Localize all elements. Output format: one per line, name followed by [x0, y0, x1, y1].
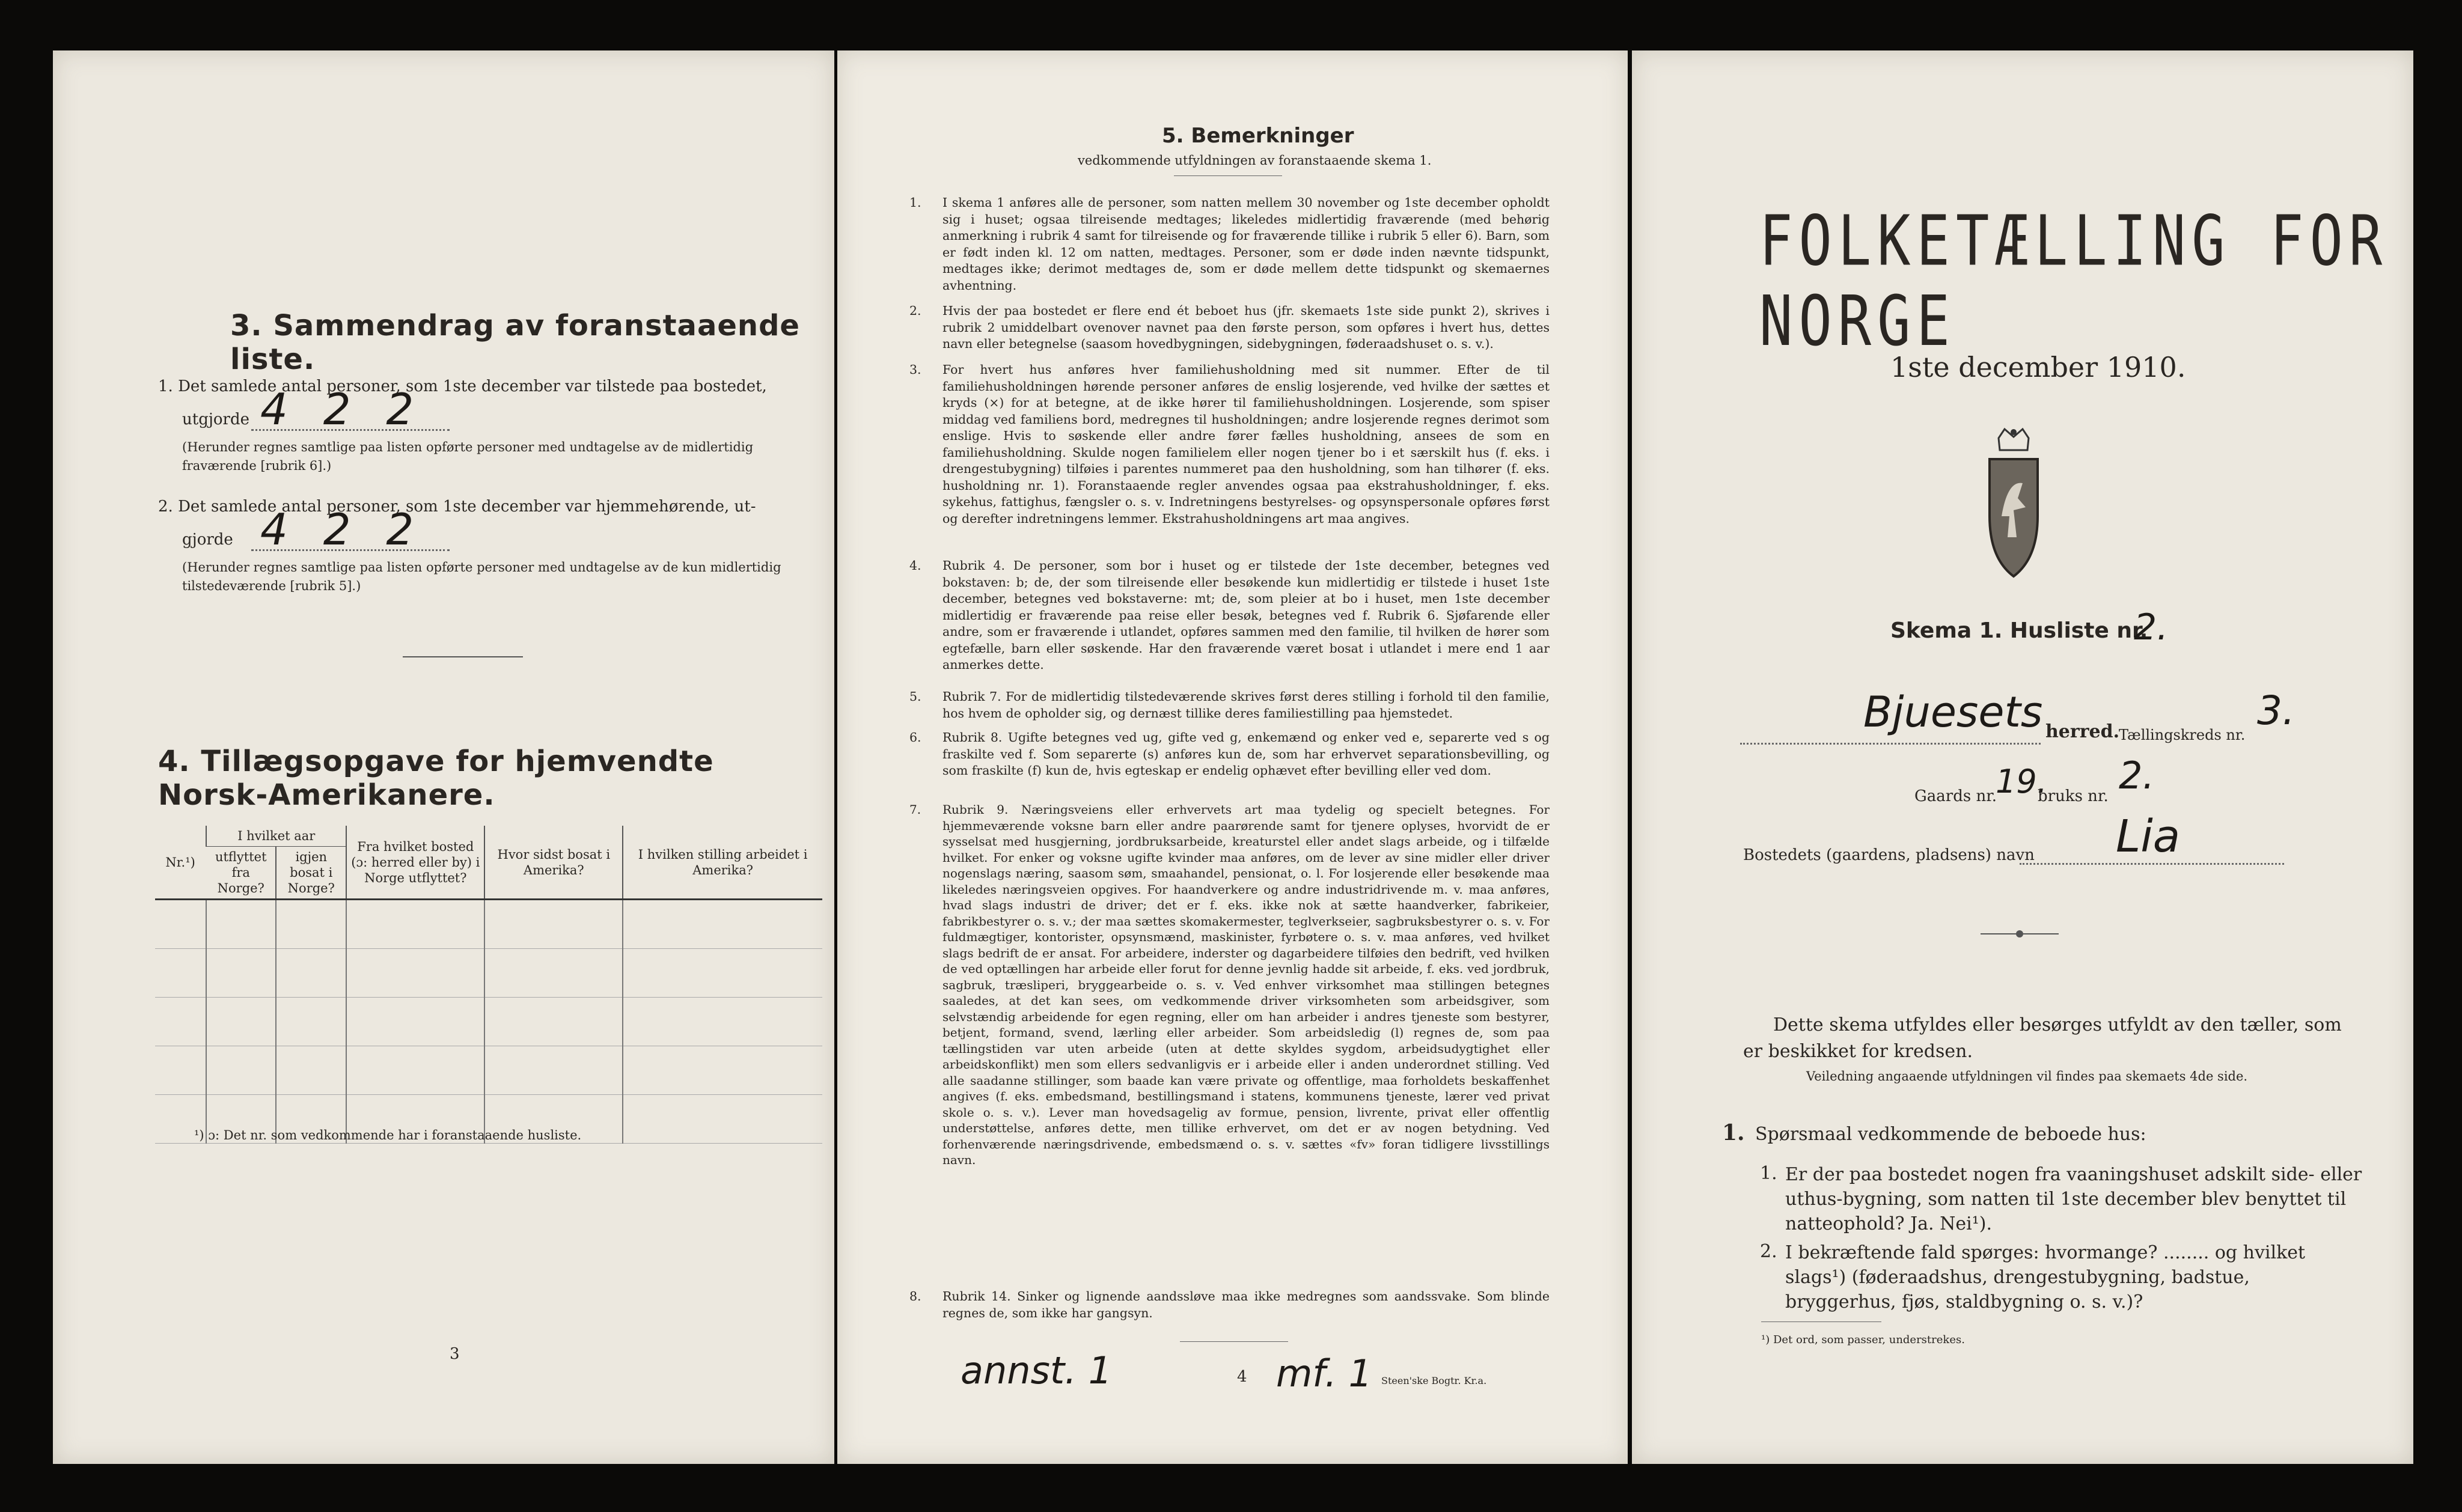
section-3-heading: 3. Sammendrag av foranstaaende liste.	[230, 309, 800, 376]
table-row	[155, 949, 822, 998]
question-2-number: 2.	[1760, 1241, 1777, 1262]
printer-mark: Steen'ske Bogtr. Kr.a.	[1381, 1375, 1487, 1386]
remark-1: 1. I skema 1 anføres alle de personer, som natten mellem 30 november og 1ste december opholdt sig i huset; ogsaa tilreisende medtages; likeledes midlertidig fraværende (med behørig anmerkning i rubrik 4 samt for tilreisende og for fraværende tillike i rubrik 5 eller 6). Barn, som er født inden kl. 12 om natten, medtages. Personer, som er døde inden nævnte tidspunkt, medtages ikke; derimot medtages de, som er døde mellem dette tidspunkt og skemaernes avhentning.	[909, 195, 1550, 293]
ornament-divider-icon	[1981, 925, 2059, 943]
skema-label: Skema 1. Husliste nr.	[1890, 618, 2148, 643]
intro-text: Dette skema utfyldes eller besørges utfyldt av den tæller, som er beskikket for kredsen.	[1743, 1014, 2342, 1062]
col-occupation-america: I hvilken stilling arbeidet i Amerika?	[623, 826, 822, 900]
col-returned: igjen bosat i Norge?	[276, 847, 346, 900]
divider	[1174, 175, 1282, 176]
norwegian-american-table	[155, 826, 822, 1144]
summary-item-2-label: gjorde	[182, 531, 233, 549]
remark-3: 3. For hvert hus anføres hver familiehusholdning med sit nummer. Efter de til familiehusholdningen hørende personer anføres de enslig losjerende, ved hvilke der sættes et kryds (×) for at betegne, at de ikke hører til familiehusholdningen. Losjerende, som spiser middag ved familiens bord, medregnes til husholdningen; andre losjerende regnes derimot som enslige. Hvis to søskende eller andre fører fælles husholdning, ansees de som en familiehusholdning. Skulde nogen familielem eller nogen tjener bo i et særskilt hus (f. eks. i drengestubygning) tilføies i parentes nummeret paa den husholdning, som han tilhører (f. eks. husholdning nr. 1). Foranstaaende regler anvendes ogsaa paa ekstrahusholdninger, f. eks. sykehus, fattighus, fængsler o. s. v. Indretningens bestyrelses- og opsynspersonale opføres først og derefter indretningens lemmer. Ekstrahusholdningens art maa angives.	[909, 362, 1550, 526]
summary-item-2-note: (Herunder regnes samtlige paa listen opførte personer med undtagelse av de kun midlertidig tilstedeværende [rubrik 5].)	[182, 560, 781, 593]
husliste-number: 2.	[2134, 606, 2169, 648]
coat-of-arms-icon	[1981, 426, 2047, 582]
summary-item-1-label: utgjorde	[182, 410, 250, 428]
col-group-year: I hvilket aar	[206, 826, 346, 847]
remarks-heading: 5. Bemerkninger	[1162, 124, 1354, 148]
remark-4: 4. Rubrik 4. De personer, som bor i huset og er tilstede der 1ste december, betegnes ved bokstaven: b; de, der som tilreisende eller besøkende kun midlertidig er tilstede i huset 1ste december, betegnes ved bokstaverne: mt; de, som pleier at bo i huset, men 1ste december midlertidig er fraværende paa reise eller besøk, betegnes ved f. Rubrik 6. Sjøfarende eller andre, som er fraværende i utlandet, opføres sammen med den familie, til hvilken de hører som egtefælle, barn eller søskende. Har den fraværende været bosat i utlandet i mere end 1 aar anmerkes dette.	[909, 558, 1550, 672]
kreds-label: Tællingskreds nr.	[2119, 727, 2246, 743]
remark-5: 5. Rubrik 7. For de midlertidig tilstedeværende skrives først deres stilling i forhold til den familie, hos hvem de opholder sig, og dernæst tillike deres familiestilling paa hjemstedet.	[909, 689, 1550, 721]
kreds-value: 3.	[2257, 687, 2295, 734]
question-2: I bekræftende fald spørges: hvormange? ........ og hvilket slags¹) (føderaadshus, drengestubygning, badstue, bryggerhus, fjøs, staldbygning o. s. v.)?	[1785, 1242, 2306, 1312]
divider	[1761, 1321, 1881, 1322]
section-4-heading: 4. Tillægsopgave for hjemvendte Norsk-Amerikanere.	[158, 745, 714, 812]
summary-item-2-text: 2. Det samlede antal personer, som 1ste december var hjemmehørende, ut-	[158, 498, 756, 516]
questions-heading-number: 1.	[1722, 1120, 1745, 1145]
table-row	[155, 900, 822, 949]
summary-item-1-line	[251, 429, 450, 431]
page-3	[53, 50, 834, 1464]
census-date: 1ste december 1910.	[1890, 351, 2186, 383]
handwritten-note-left: annst. 1	[961, 1349, 1113, 1392]
bruks-value: 2.	[2119, 754, 2155, 797]
right-footnote: ¹) Det ord, som passer, understrekes.	[1761, 1334, 1965, 1346]
herred-line	[1740, 743, 2041, 745]
remarks-subheading: vedkommende utfyldningen av foranstaaende skema 1.	[1078, 153, 1432, 168]
remark-6: 6. Rubrik 8. Ugifte betegnes ved ug, gifte ved g, enkemænd og enker ved e, separerte ved s og fraskilte ved f. Som separerte (s) anføres kun de, som har erhvervet separationsbevilling, og som fraskilte (f) kun de, hvis egteskap er endelig ophævet efter bevilling eller ved dom.	[909, 730, 1550, 778]
summary-item-1-note: (Herunder regnes samtlige paa listen opførte personer med undtagelse av de midlertidig fraværende [rubrik 6].)	[182, 440, 754, 473]
remark-2: 2. Hvis der paa bostedet er flere end ét beboet hus (jfr. skemaets 1ste side punkt 2), skrives i rubrik 2 umiddelbart ovenover navnet paa den første person, som opføres i hvert hus, dettes navn eller betegnelse (saasom hovedbygningen, sidebygningen, føderaadshuset o. s. v.).	[909, 303, 1550, 351]
table-row	[155, 1046, 822, 1095]
herred-label: herred.	[2045, 721, 2120, 742]
question-1: Er der paa bostedet nogen fra vaaningshuset adskilt side- eller uthus-bygning, som natten til 1ste december blev benyttet til natteophold? Ja. Nei¹).	[1785, 1164, 2362, 1234]
page-number: 3	[450, 1345, 460, 1363]
divider	[403, 656, 523, 657]
bosted-value: Lia	[2116, 811, 2181, 862]
page-1	[1632, 50, 2413, 1464]
summary-item-2-value: 4 2 2	[260, 504, 425, 555]
page-number: 4	[1237, 1368, 1247, 1386]
questions-heading: Spørsmaal vedkommende de beboede hus:	[1755, 1124, 2146, 1145]
col-from-place: Fra hvilket bosted (ɔ: herred eller by) i Norge utflyttet?	[346, 826, 484, 900]
summary-item-1-text: 1. Det samlede antal personer, som 1ste december var tilstede paa bostedet,	[158, 377, 767, 395]
summary-item-1-value: 4 2 2	[260, 384, 425, 434]
remark-8: 8. Rubrik 14. Sinker og lignende aandssløve maa ikke medregnes som aandssvake. Som blinde regnes de, som ikke har gangsyn.	[909, 1289, 1550, 1320]
bosted-label: Bostedets (gaardens, pladsens) navn	[1743, 846, 2035, 864]
divider	[1180, 1341, 1288, 1342]
table-footnote: ¹) ɔ: Det nr. som vedkommende har i foranstaaende husliste.	[194, 1128, 582, 1142]
gaards-value: 19.	[1996, 763, 2047, 800]
col-last-america: Hvor sidst bosat i Amerika?	[484, 826, 623, 900]
intro-note: Veiledning angaaende utfyldningen vil findes paa skemaets 4de side.	[1806, 1069, 2248, 1084]
page-4	[837, 50, 1628, 1464]
table-row	[155, 998, 822, 1046]
herred-value: Bjuesets	[1863, 687, 2043, 737]
handwritten-note-right: mf. 1	[1276, 1352, 1372, 1395]
census-title: FOLKETÆLLING FOR NORGE	[1759, 201, 2389, 362]
gaards-label: Gaards nr.	[1914, 787, 1997, 805]
col-emigrated: utflyttet fra Norge?	[206, 847, 276, 900]
summary-item-2-line	[251, 549, 450, 551]
bruks-label: bruks nr.	[2038, 787, 2109, 805]
col-nr: Nr.¹)	[155, 826, 206, 900]
remark-7: 7. Rubrik 9. Næringsveiens eller erhvervets art maa tydelig og specielt betegnes. For hjemmeværende voksne barn eller andre paarørende samt for tjenere oplyses, hvorvidt de er sysselsat med husgjerning, jordbruksarbeide, kreaturstel eller andet slags arbeide, og i tilfælde hvilket. For enker og voksne ugifte kvinder maa anføres, om de lever av sine midler eller driver nogenslags næring, saasom søm, smaahandel, pensionat, o. l. For losjerende eller besøkende maa likeledes næringsveien opgives. For haandverkere og andre industridrivende m. v. maa anføres, hvad slags industri de driver; det er f. eks. ikke nok at sætte haandverker, fabrikeier, fabrikbestyrer o. s. v.; der maa sættes skomakermester, teglverkseier, sagbruksbestyrer o. s. v. For fuldmægtiger, kontorister, opsynsmænd, maskinister, fyrbøtere o. s. v. maa anføres, ved hvilket slags bedrift de er ansat. For arbeidere, inderster og dagarbeidere tilføies den bedrift, ved hvilken de ved optællingen har arbeide eller forut for denne jevnlig hadde sit arbeide, f. eks. ved jordbruk, sagbruk, træsliperi, bryggearbeide o. s. v. Ved enhver virksomhet maa stillingen betegnes saaledes, at det kan sees, om vedkommende driver virksomheten som arbeidsgiver, som selvstændig arbeidende for egen regning, eller om han arbeider i andres tjeneste som bestyrer, betjent, formand, svend, lærling eller arbeider. Som arbeidsledig (l) regnes de, som paa tællingstiden var uten arbeide (uten at dette skyldes sygdom, arbeidsudygtighet eller arbeidskonflikt) men som ellers sedvanligvis er i arbeide eller i anden underordnet stilling. Ved alle saadanne stillinger, som baade kan være private og offentlige, maa forholdets beskaffenhet angives (f. eks. embedsmand, bestillingsmand i statens, kommunens tjeneste, lærer ved privat skole o. s. v.). Lever man hovedsagelig av formue, pension, livrente, privat eller offentlig understøttelse, anføres dette, men tillike erhvervet, om det er av nogen betydning. Ved forhenværende næringsdrivende, embedsmænd o. s. v. sættes «fv» foran tidligere livsstillings navn.	[909, 802, 1550, 1167]
bosted-line	[2020, 863, 2284, 865]
question-1-number: 1.	[1760, 1163, 1777, 1184]
